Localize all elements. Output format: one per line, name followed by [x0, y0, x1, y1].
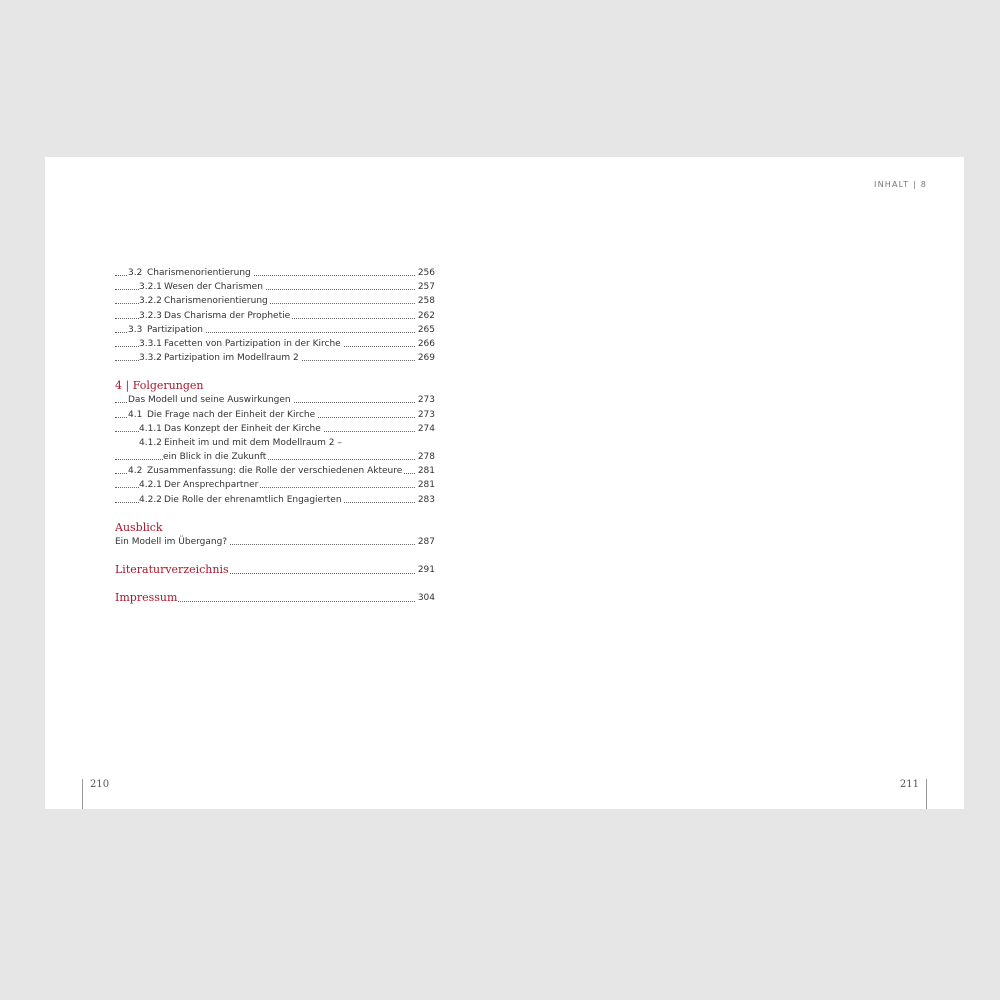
table-of-contents: [115, 266, 435, 605]
toc-entry-chapter4-intro: Das Modell und seine Auswirkungen 273: [115, 393, 435, 407]
toc-entry-4-1-2-continued: ein Blick in die Zukunft 278: [115, 450, 435, 464]
folio-right: 211: [899, 779, 919, 790]
page-number: 257: [416, 280, 435, 294]
toc-entry-4-2-1: 4.2.1 Der Ansprechpartner 281: [115, 478, 435, 492]
page-number: 281: [416, 478, 435, 492]
page-number: 283: [416, 493, 435, 507]
page-number: 269: [416, 351, 435, 365]
book-spread: [45, 157, 964, 809]
page-number: 278: [416, 450, 435, 464]
toc-entry-3-3-1: 3.3.1 Facetten von Partizipation in der Kirche 266: [115, 337, 435, 351]
chapter-heading-impressum: Impressum 304: [115, 591, 435, 604]
page-number: 273: [416, 408, 435, 422]
toc-entry-3-2-2: 3.2.2 Charismenorientierung 258: [115, 294, 435, 308]
page-number: 265: [416, 323, 435, 337]
toc-entry-3-3: 3.3 Partizipation 265: [115, 323, 435, 337]
toc-entry-4-2: 4.2 Zusammenfassung: die Rolle der verschiedenen Akteure 281: [115, 464, 435, 478]
chapter-heading-ausblick: Ausblick: [115, 520, 163, 534]
toc-entry-4-1-2: 4.1.2 Einheit im und mit dem Modellraum 2 –: [115, 436, 435, 450]
page-number: 274: [416, 422, 435, 436]
toc-entry-3-2-1: 3.2.1 Wesen der Charismen 257: [115, 280, 435, 294]
toc-entry-4-2-2: 4.2.2 Die Rolle der ehrenamtlich Engagierten 283: [115, 493, 435, 507]
page-number: 304: [417, 593, 435, 603]
page-number: 287: [416, 535, 435, 549]
chapter-heading-literaturverzeichnis: Literaturverzeichnis 291: [115, 563, 435, 576]
toc-entry-4-1: 4.1 Die Frage nach der Einheit der Kirche 273: [115, 408, 435, 422]
toc-entry-ausblick-intro: Ein Modell im Übergang? 287: [102, 535, 435, 549]
chapter-heading-folgerungen: 4 | Folgerungen: [115, 379, 204, 393]
folio-left: 210: [90, 779, 110, 790]
page-number: 262: [416, 309, 435, 323]
page-number: 256: [416, 266, 435, 280]
toc-entry-4-1-1: 4.1.1 Das Konzept der Einheit der Kirche 274: [115, 422, 435, 436]
page-number: 273: [416, 393, 435, 407]
page-number: 266: [416, 337, 435, 351]
toc-entry-3-3-2: 3.3.2 Partizipation im Modellraum 2 269: [115, 351, 435, 365]
page-number: 291: [417, 565, 435, 575]
running-head: INHALT | 8: [874, 180, 927, 189]
toc-entry-3-2: 3.2 Charismenorientierung 256: [115, 266, 435, 280]
folio-rule-right: [926, 779, 927, 809]
page-number: 258: [416, 294, 435, 308]
toc-entry-3-2-3: 3.2.3 Das Charisma der Prophetie 262: [115, 309, 435, 323]
folio-rule-left: [82, 779, 83, 809]
page-number: 281: [416, 464, 435, 478]
